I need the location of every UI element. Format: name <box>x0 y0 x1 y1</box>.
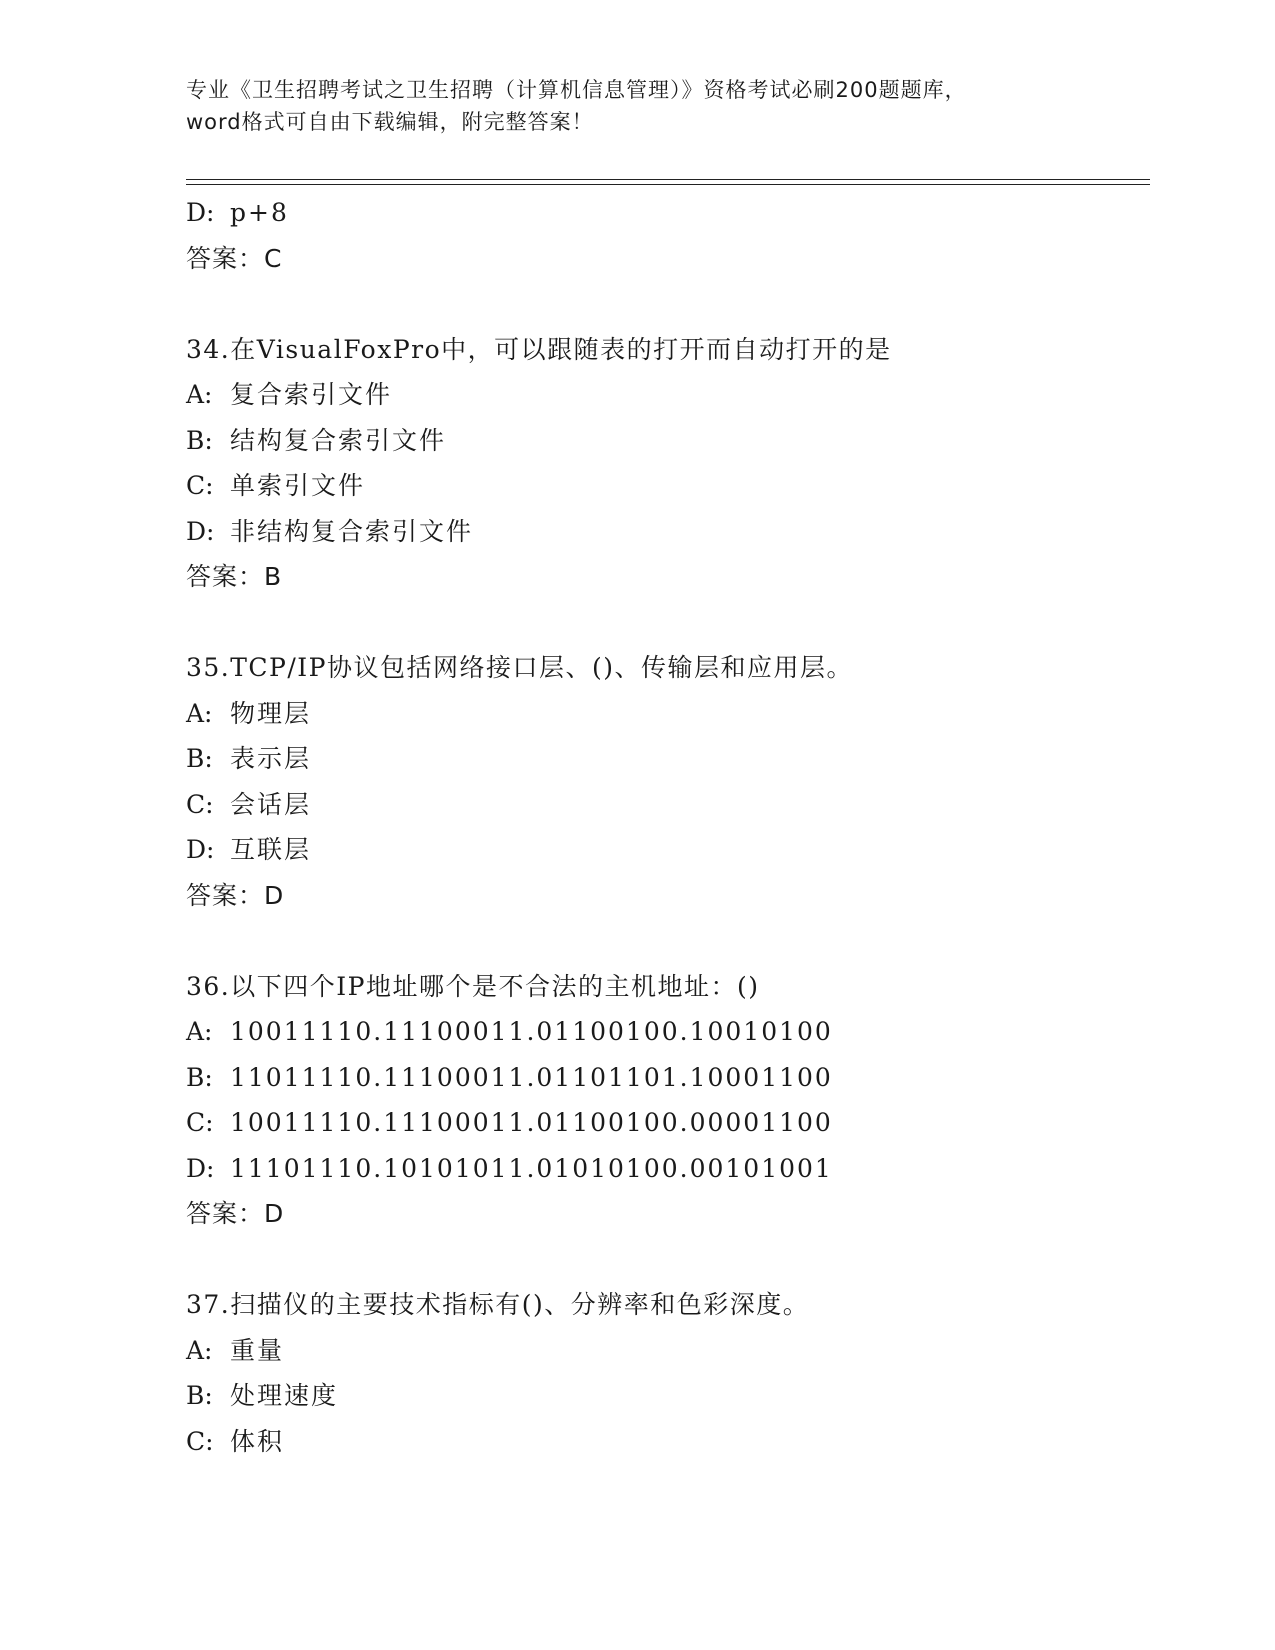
option-label: D: <box>186 516 215 546</box>
question-list <box>186 190 1146 1464</box>
option-d <box>186 509 1146 555</box>
question-stem: 35.TCP/IP协议包括网络接口层、()、传输层和应用层。 <box>186 653 854 682</box>
question-34 <box>186 327 1146 600</box>
option-text: 处理速度 <box>230 1381 339 1410</box>
spacer <box>186 918 1146 964</box>
option-label: A: <box>186 1335 213 1365</box>
spacer <box>186 281 1146 327</box>
option-label: A: <box>186 698 213 728</box>
option-text: 物理层 <box>230 698 312 728</box>
option-label: B: <box>186 744 213 773</box>
option-label: B: <box>186 1381 213 1410</box>
option-c <box>186 1419 1146 1465</box>
option-text: 11011110.11100011.01101101.10001100 <box>230 1062 833 1092</box>
option-label: B: <box>186 425 213 455</box>
option-a <box>186 1328 1146 1374</box>
option-label: D: <box>186 198 215 227</box>
option-label: A: <box>186 1017 213 1046</box>
question-36 <box>186 964 1146 1237</box>
answer: 答案：D <box>186 880 285 910</box>
header-line-1: 专业《卫生招聘考试之卫生招聘（计算机信息管理）》资格考试必刷200题题库， <box>186 78 967 102</box>
option-text: 10011110.11100011.01100100.10010100 <box>230 1017 833 1046</box>
question-stem: 36.以下四个IP地址哪个是不合法的主机地址：() <box>186 971 760 1001</box>
option-b <box>186 418 1146 464</box>
question-stem: 34.在VisualFoxPro中，可以跟随表的打开而自动打开的是 <box>186 334 892 364</box>
option-b <box>186 1055 1146 1101</box>
option-b <box>186 736 1146 782</box>
spacer <box>186 600 1146 646</box>
option-d <box>186 827 1146 873</box>
option-text: 体积 <box>230 1426 285 1456</box>
option-text: 复合索引文件 <box>230 380 393 409</box>
option-text: 结构复合索引文件 <box>230 425 447 455</box>
option-text: 会话层 <box>230 789 312 819</box>
option-a <box>186 372 1146 418</box>
answer: 答案：B <box>186 562 283 591</box>
carryover-option-d <box>186 190 1146 236</box>
option-label: B: <box>186 1062 213 1092</box>
header-divider-bottom <box>186 184 1150 185</box>
header-line-2: word格式可自由下载编辑，附完整答案！ <box>186 110 594 134</box>
option-c <box>186 463 1146 509</box>
option-a <box>186 691 1146 737</box>
question-35 <box>186 645 1146 918</box>
question-stem: 37.扫描仪的主要技术指标有()、分辨率和色彩深度。 <box>186 1290 810 1319</box>
carryover-answer: 答案：C <box>186 243 283 273</box>
option-text: 非结构复合索引文件 <box>230 516 474 546</box>
option-d <box>186 1146 1146 1192</box>
option-label: A: <box>186 380 213 409</box>
option-label: C: <box>186 1426 214 1456</box>
option-label: D: <box>186 835 215 864</box>
option-text: 表示层 <box>230 744 312 773</box>
question-37 <box>186 1282 1146 1464</box>
option-text: p+8 <box>230 198 289 227</box>
option-a <box>186 1009 1146 1055</box>
option-text: 互联层 <box>230 835 312 864</box>
option-c <box>186 1100 1146 1146</box>
option-label: C: <box>186 1108 214 1137</box>
header-divider-top <box>186 179 1150 180</box>
option-text: 11101110.10101011.01010100.00101001 <box>230 1153 833 1183</box>
option-label: C: <box>186 471 214 500</box>
spacer <box>186 1237 1146 1283</box>
option-text: 重量 <box>230 1335 285 1365</box>
option-label: C: <box>186 789 214 819</box>
answer: 答案：D <box>186 1199 285 1228</box>
option-c <box>186 782 1146 828</box>
option-label: D: <box>186 1153 215 1183</box>
document-header <box>186 74 1086 138</box>
option-text: 10011110.11100011.01100100.00001100 <box>230 1108 833 1137</box>
option-b <box>186 1373 1146 1419</box>
option-text: 单索引文件 <box>230 471 366 500</box>
